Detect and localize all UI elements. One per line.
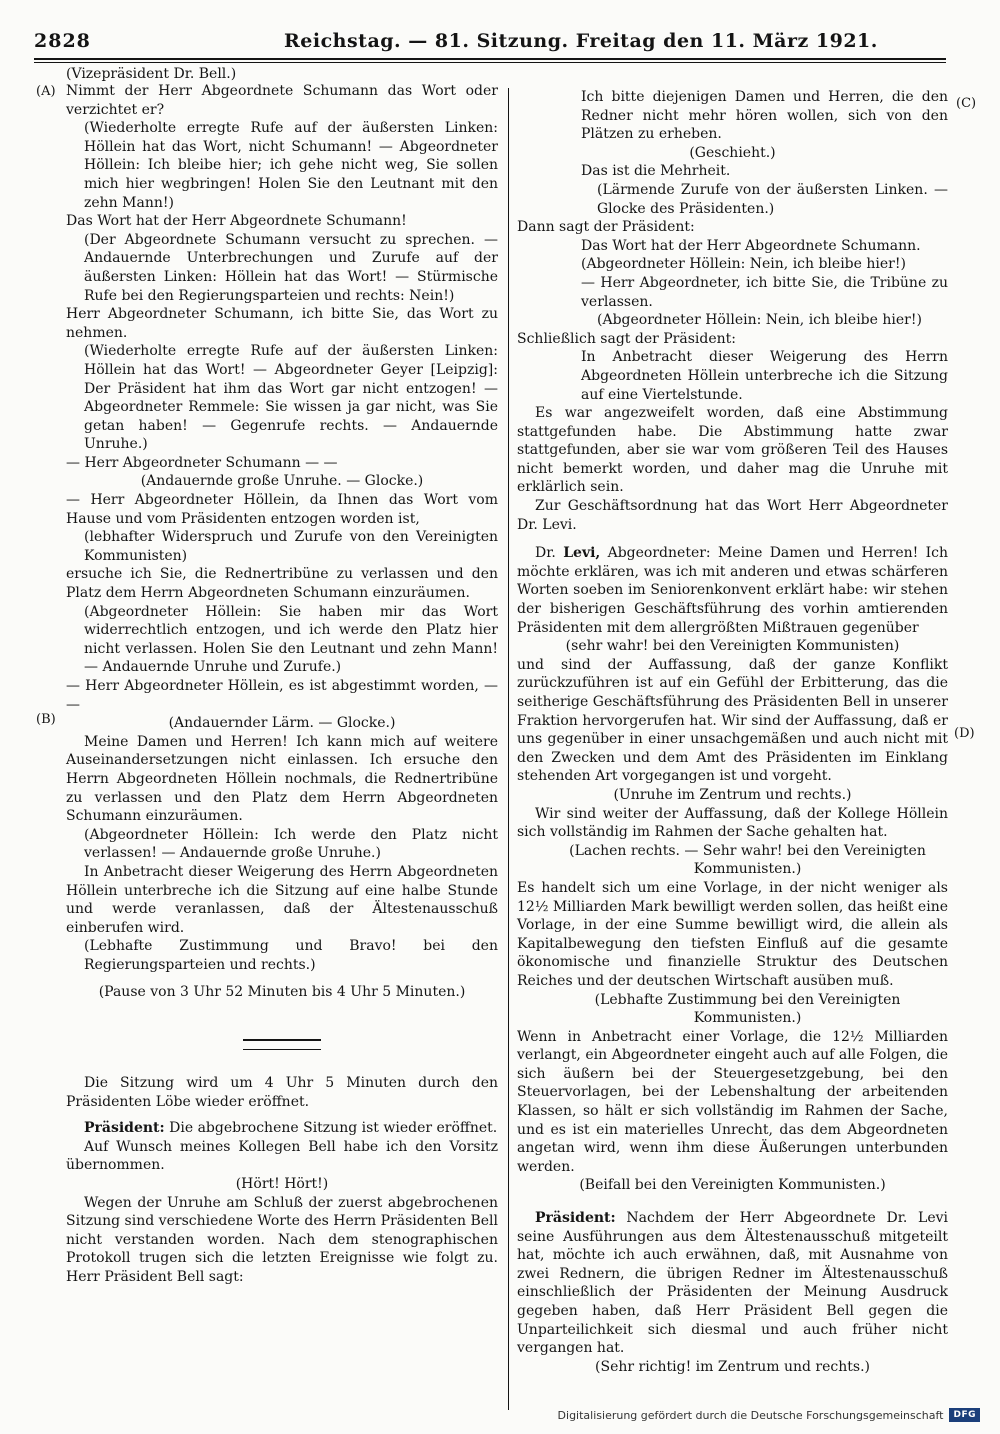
left-column [66,82,498,1287]
interjection: (Wiederholte erregte Rufe auf der äußersten Linken: Höllein hat das Wort, nicht Schumann! — Abgeordneter Höllein: Ich bleibe hier; ich gehe nicht weg, Sie sollen mich hier wegbringen! Holen Sie den Leutnant mit den zehn Mann!) [84,120,498,211]
paragraph: Das Wort hat der Herr Abgeordnete Schumann. [581,237,921,254]
paragraph: Wenn in Anbetracht einer Vorlage, die 12½ Milliarden verlangt, ein Abgeordneter eingeht auch auf alle Folgen, die sich äußern bei der Steuergesetzgebung, bei den Steuervorlagen, bei der Lebenshaltung der arbeitenden Klassen, so hält er sich vollständig im Rahmen der Sache, und es ist ein materielles Unrecht, das dem Abgeordneten angetan wird, wenn ihm diese Äußerungen unterbunden werden. [517,1028,948,1175]
speech-text: Nachdem der Herr Abgeordnete Dr. Levi seine Ausführungen aus dem Ältestenausschuß mitgeteilt hat, möchte ich auch erwähnen, daß, mit Ausnahme von zwei Rednern, die übrigen Redner im Ältestenausschuß einschließlich der Präsidenten der Meinung Ausdruck gegeben haben, daß Herr Präsident Bell gegen die Unparteilichkeit sich diesmal und auch früher nicht vergangen hat. [517,1210,948,1357]
paragraph: Nimmt der Herr Abgeordnete Schumann das Wort oder verzichtet er? [66,83,498,118]
paragraph: Ich bitte diejenigen Damen und Herren, die den Redner nicht mehr hören wollen, sich von den Plätzen zu erheben. [581,89,948,143]
paragraph: In Anbetracht dieser Weigerung des Herrn Abgeordneten Höllein unterbreche ich die Sitzung auf eine halbe Stunde und werde veranlassen, daß der Ältestenausschuß einberufen wird. [66,863,498,936]
margin-mark-b: (B) [36,712,56,727]
interjection: (Unruhe im Zentrum und rechts.) [613,786,852,803]
running-title: Reichstag. — 81. Sitzung. Freitag den 11. März 1921. [284,30,878,52]
paragraph: Herr Abgeordneter Schumann, ich bitte Sie, das Wort zu nehmen. [66,306,498,341]
interjection: (Lebhafte Zustimmung bei den Vereinigten Kommunisten.) [594,991,901,1027]
interjection: (Andauernder Lärm. — Glocke.) [168,715,396,732]
paragraph: Es war angezweifelt worden, daß eine Abstimmung stattgefunden habe. Die Abstimmung hatte zwar stattgefunden, aber sie war vom größeren Teil des Hauses nicht bemerkt worden, und daher mag die Unruhe mit erklärlich sein. [517,405,948,496]
speaker-label: Präsident: [535,1210,616,1227]
interjection: (Abgeordneter Höllein: Ich werde den Platz nicht verlassen! — Andauernde große Unruhe.) [84,826,498,862]
paragraph: Dann sagt der Präsident: [517,219,695,236]
margin-mark-c: (C) [956,96,977,111]
column-divider [508,88,509,1410]
paragraph: Wir sind weiter der Auffassung, daß der Kollege Höllein sich vollständig im Rahmen der Sache gehalten hat. [517,805,948,841]
paragraph: Das Wort hat der Herr Abgeordnete Schumann! [66,213,407,230]
interjection: (Lebhafte Zustimmung und Bravo! bei den Regierungsparteien und rechts.) [84,938,498,973]
interjection: (Abgeordneter Höllein: Nein, ich bleibe hier!) [581,256,906,273]
session-pause: (Pause von 3 Uhr 52 Minuten bis 4 Uhr 5 Minuten.) [98,983,466,1000]
digitization-credit [558,1408,980,1422]
page-number: 2828 [34,30,91,52]
paragraph: ersuche ich Sie, die Rednertribüne zu verlassen und den Platz dem Herrn Abgeordneten Schumann einzuräumen. [66,566,498,602]
paragraph: — Herr Abgeordneter, ich bitte Sie, die Tribüne zu verlassen. [581,274,948,310]
paragraph: — Herr Abgeordneter Höllein, da Ihnen das Wort vom Hause und vom Präsidenten entzogen worden ist, [66,492,498,527]
credit-text: Digitalisierung gefördert durch die Deutsche Forschungsgemeinschaft [557,1408,944,1422]
vice-president-note: (Vizepräsident Dr. Bell.) [66,66,237,82]
paragraph: Wegen der Unruhe am Schluß der zuerst abgebrochenen Sitzung sind verschiedene Worte des Herrn Präsidenten Bell nicht verstanden worden. Nach dem stenographischen Protokoll trugen sich die letzten Ereignisse wie folgt zu. Herr Präsident Bell sagt: [66,1194,498,1286]
interjection: (Andauernde große Unruhe. — Glocke.) [140,473,424,490]
interjection: (Hört! Hört!) [235,1176,329,1193]
speaker-label: Präsident: [84,1120,165,1137]
paragraph: Zur Geschäftsordnung hat das Wort Herr Abgeordneter Dr. Levi. [517,498,948,533]
speaker-label: Levi, [563,545,601,562]
paragraph: Das ist die Mehrheit. [581,163,731,180]
paragraph: Die Sitzung wird um 4 Uhr 5 Minuten durch den Präsidenten Löbe wieder eröffnet. [66,1075,498,1110]
paragraph: Meine Damen und Herren! Ich kann mich auf weitere Auseinandersetzungen nicht einlassen. Ich ersuche den Herrn Abgeordneten Höllein nochmals, die Rednertribüne zu verlassen und den Platz dem Herrn Abgeordneten Schumann einzuräumen. [66,733,498,825]
interjection: (lebhafter Widerspruch und Zurufe von den Vereinigten Kommunisten) [84,529,498,564]
speech-text: Die abgebrochene Sitzung ist wieder eröffnet. [169,1120,498,1137]
right-column [517,88,948,1376]
paragraph: Schließlich sagt der Präsident: [517,330,736,347]
interjection: (Wiederholte erregte Rufe auf der äußersten Linken: Höllein hat das Wort! — Abgeordneter Geyer [Leipzig]: Der Präsident hat ihm das Wort gar nicht entzogen! — Abgeordneter Remmele: Sie wissen ja gar nicht, was Sie getan haben! — Gegenrufe rechts. — Andauernde Unruhe.) [84,343,498,453]
paragraph: Auf Wunsch meines Kollegen Bell habe ich den Vorsitz übernommen. [66,1138,498,1174]
paragraph: Es handelt sich um eine Vorlage, in der nicht weniger als 12½ Milliarden Mark bewilligt werden sollen, das heißt eine Vorlage, in der eine Summe bewilligt wird, die allein als Kapitalbewegung den tiefsten Einfluß auf die gesamte ökonomische und finanzielle Struktur des Deutschen Reiches und der deutschen Wirtschaft ausüben muß. [517,879,948,989]
interjection: (Abgeordneter Höllein: Nein, ich bleibe hier!) [597,312,922,329]
speaker-paragraph [517,1209,948,1358]
speaker-paragraph [66,1119,498,1138]
interjection: (Beifall bei den Vereinigten Kommunisten.) [579,1177,886,1194]
interjection: (Lärmende Zurufe von der äußersten Linken. — Glocke des Präsidenten.) [597,181,948,217]
header-rule [34,58,946,60]
paragraph: — Herr Abgeordneter Schumann — — [66,454,338,471]
margin-mark-d: (D) [954,726,975,741]
speaker-title: Dr. [535,545,556,562]
interjection: (Abgeordneter Höllein: Sie haben mir das Wort widerrechtlich entzogen, und ich werde den Platz hier nicht verlassen. Holen Sie den Leutnant und zehn Mann! — Andauernde Unruhe und Zurufe.) [84,603,498,676]
speech-text: Abgeordneter: Meine Damen und Herren! Ich möchte erklären, was ich mit anderen und etwas schärferen Worten soeben im Seniorenkonvent erklärt habe: wir stehen der bisherigen Geschäftsführung des vorhin amtierenden Präsidenten mit dem allergrößten Mißtrauen gegenüber [517,545,949,636]
dfg-logo: DFG [949,1408,980,1422]
header-rule-thin [34,62,946,63]
interjection: (Der Abgeordnete Schumann versucht zu sprechen. — Andauernde Unterbrechungen und Zurufe auf der äußersten Linken: Höllein hat das Wort! — Stürmische Rufe bei den Regierungsparteien und rechts: Nein!) [84,231,498,304]
paragraph: — Herr Abgeordneter Höllein, es ist abgestimmt worden, — — [66,678,498,713]
interjection: (Lachen rechts. — Sehr wahr! bei den Vereinigten Kommunisten.) [569,842,926,878]
interjection: (Geschieht.) [689,144,776,161]
interjection: (sehr wahr! bei den Vereinigten Kommunisten) [565,638,900,655]
interjection: (Sehr richtig! im Zentrum und rechts.) [595,1358,870,1375]
paragraph: In Anbetracht dieser Weigerung des Herrn Abgeordneten Höllein unterbreche ich die Sitzung auf eine Viertelstunde. [581,349,948,403]
page-header [34,24,946,64]
section-separator-thin [243,1049,321,1050]
paragraph: und sind der Auffassung, daß der ganze Konflikt zurückzuführen ist auf ein Gefühl der Erbitterung, das die seitherige Geschäftsführung des Präsidenten Bell in unserer Fraktion hervorgerufen hat. Wir sind der Auffassung, daß er uns gegenüber in einer unsachgemäßen und auch nicht mit den Zwecken und dem Amt des Präsidenten im Einklang stehenden Art vorgegangen ist und vorgeht. [517,656,948,785]
margin-mark-a: (A) [36,84,56,99]
speaker-paragraph [517,544,948,637]
section-separator [243,1039,321,1041]
